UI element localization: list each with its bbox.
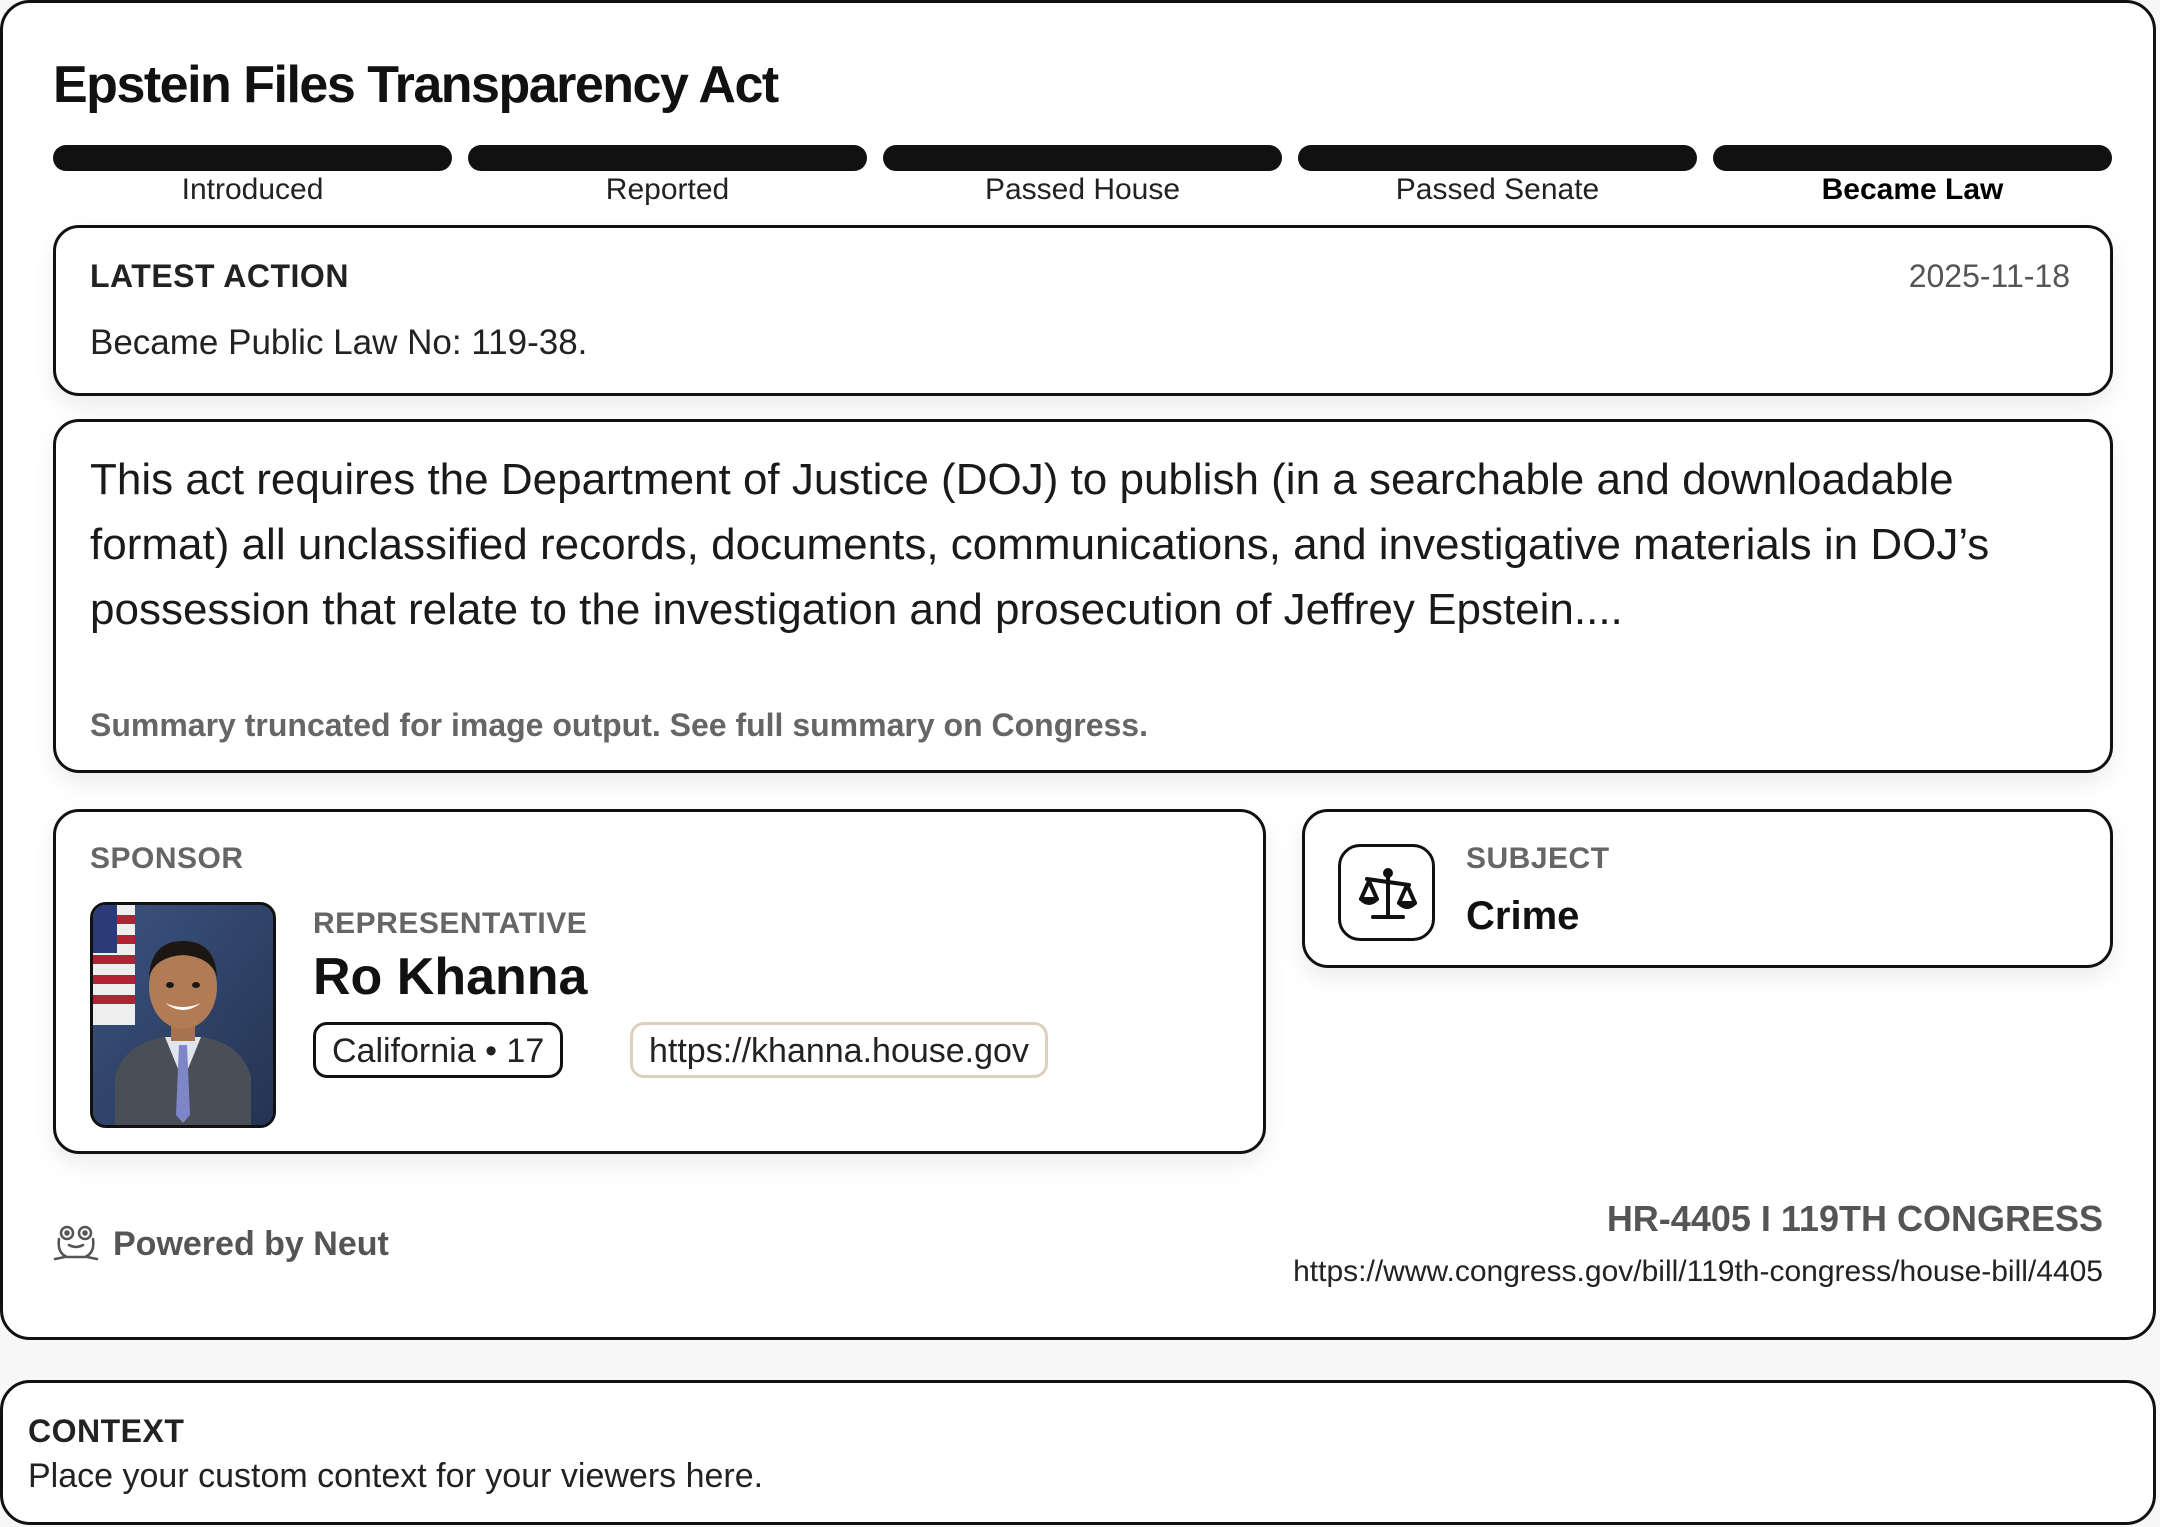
context-label: CONTEXT <box>28 1413 185 1449</box>
sponsor-name: Ro Khanna <box>313 948 588 1006</box>
stage-label: Introduced <box>181 173 324 206</box>
subject-label: SUBJECT <box>1466 842 1610 875</box>
bill-url-link[interactable]: https://www.congress.gov/bill/119th-congress/house-bill/4405 <box>1293 1255 2103 1288</box>
stage-bar <box>468 145 867 171</box>
latest-action-label: LATEST ACTION <box>90 258 349 294</box>
stage-introduced <box>53 145 452 215</box>
sponsor-district-badge: California • 17 <box>313 1022 563 1078</box>
stage-reported <box>468 145 867 215</box>
subject-card <box>1302 809 2113 968</box>
summary-truncation-note: Summary truncated for image output. See full summary on Congress. <box>90 707 1148 743</box>
stage-label: Passed House <box>984 173 1181 206</box>
sponsor-label: SPONSOR <box>90 842 244 875</box>
stage-bar <box>53 145 452 171</box>
scales-of-justice-icon <box>1355 861 1421 927</box>
stage-bar <box>883 145 1282 171</box>
stage-passed-senate <box>1298 145 1697 215</box>
stage-became-law <box>1713 145 2112 215</box>
subject-icon-box <box>1338 844 1435 941</box>
bill-title: Epstein Files Transparency Act <box>53 56 778 114</box>
sponsor-photo <box>90 902 276 1128</box>
sponsor-card <box>53 809 1266 1154</box>
subject-value: Crime <box>1466 894 1580 938</box>
latest-action-card <box>53 225 2113 396</box>
stage-label: Reported <box>605 173 730 206</box>
summary-text: This act requires the Department of Justice (DOJ) to publish (in a searchable and downloadable format) all unclassified records, documents, communications, and investigative materials in DOJ’s possession that relate to the investigation and prosecution of Jeffrey Epstein.... <box>90 455 1990 634</box>
stage-label: Passed Senate <box>1395 173 1600 206</box>
stage-label-current: Became Law <box>1821 173 2004 206</box>
sponsor-website-link[interactable]: https://khanna.house.gov <box>630 1022 1048 1078</box>
powered-by-label: Powered by Neut <box>113 1225 389 1263</box>
sponsor-portrait-illustration <box>93 905 273 1125</box>
sponsor-role: REPRESENTATIVE <box>313 907 588 940</box>
context-text: Place your custom context for your viewers here. <box>28 1457 764 1495</box>
latest-action-date: 2025-11-18 <box>1908 258 2070 294</box>
context-card <box>0 1380 2156 1525</box>
summary-card <box>53 419 2113 773</box>
progress-tracker <box>53 145 2113 215</box>
latest-action-text: Became Public Law No: 119-38. <box>90 323 588 362</box>
neut-frog-icon <box>53 1223 99 1263</box>
stage-bar <box>1713 145 2112 171</box>
bill-identifier: HR-4405 I 119TH CONGRESS <box>1606 1198 2103 1239</box>
stage-bar <box>1298 145 1697 171</box>
stage-passed-house <box>883 145 1282 215</box>
